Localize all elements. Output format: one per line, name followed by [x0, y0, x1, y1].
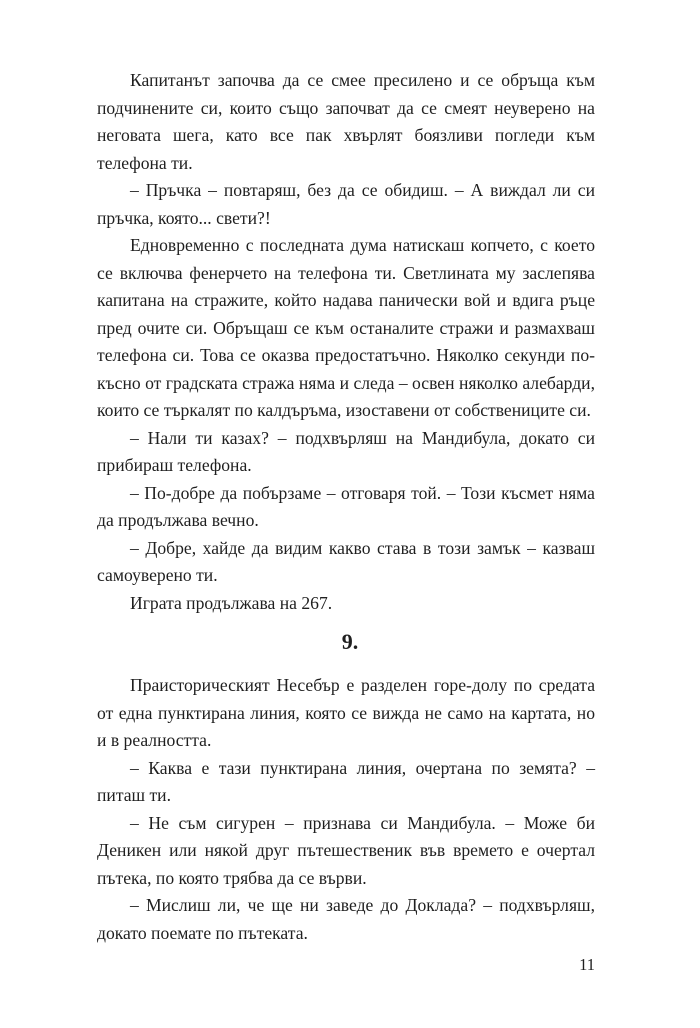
paragraph: – По-добре да побързаме – отговаря той. – Този късмет няма да продължава вечно.: [97, 482, 595, 530]
paragraph: – Каква е тази пунктирана линия, очертана по земята? – питаш ти.: [97, 757, 595, 805]
text-block-top: [97, 67, 595, 617]
chapter-heading: 9.: [341, 629, 359, 654]
page-number: 11: [579, 955, 595, 974]
paragraph: Капитанът започва да се смее пресилено и се обръща към подчинените си, които също започват да се смеят неуверено на неговата шега, като все пак хвърлят боязливи погледи към телефона ти.: [97, 70, 595, 173]
paragraph: – Мислиш ли, че ще ни заведе до Доклада? – подхвърляш, докато поемате по пътеката.: [97, 895, 595, 943]
paragraph: – Нали ти казах? – подхвърляш на Мандибула, докато си прибираш телефона.: [97, 427, 595, 475]
paragraph: Играта продължава на 267.: [130, 592, 333, 613]
paragraph: – Пръчка – повтаряш, без да се обидиш. – А виждал ли си пръчка, която... свети?!: [97, 180, 595, 228]
paragraph: – Добре, хайде да видим какво става в този замък – казваш самоуверено ти.: [97, 537, 595, 585]
text-block-bottom: [97, 672, 595, 947]
paragraph: – Не съм сигурен – признава си Мандибула. – Може би Деникен или някой друг пътешественик във времето е очертал пътека, по която трябва да се върви.: [97, 812, 595, 888]
paragraph: Праисторическият Несебър е разделен горе-долу по средата от една пунктирана линия, която се вижда не само на картата, но и в реалността.: [97, 675, 595, 750]
paragraph: Едновременно с последната дума натискаш копчето, с което се включва фенерчето на телефона ти. Светлината му заслепява капитана на стражите, който надава панически вой и вдига ръце пред очите си. Обръщаш се към останалите стражи и размахваш телефона си. Това се оказва предостатъчно. Няколко секунди по-късно от градската стража няма и следа – освен няколко алебарди, които се търкалят по калдъръма, изоставени от собствениците си.: [97, 235, 595, 420]
